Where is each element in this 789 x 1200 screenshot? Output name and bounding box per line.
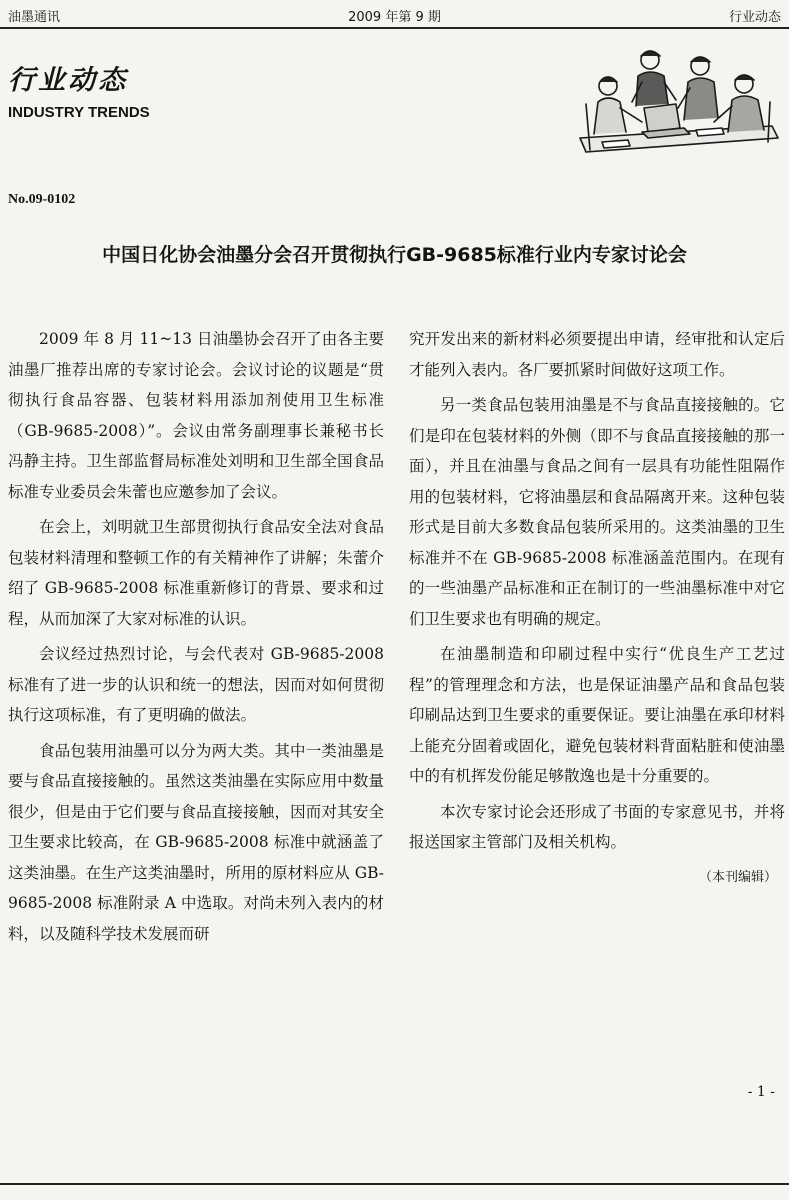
footer-rule xyxy=(0,1183,789,1185)
section-title-cn: 行业动态 xyxy=(8,65,128,96)
article-column-left xyxy=(8,324,384,954)
paragraph: 会议经过热烈讨论，与会代表对 GB-9685-2008 标准有了进一步的认识和统一的想法，因而对如何贯彻执行这项标准，有了更明确的做法。 xyxy=(8,645,384,724)
paragraph: 2009 年 8 月 11~13 日油墨协会召开了由各主要油墨厂推荐出席的专家讨论会。会议讨论的议题是“贯彻执行食品容器、包装材料用添加剂使用卫生标准（GB-9685-2008）”。会议由常务副理事长兼秘书长冯静主持。卫生部监督局标准处刘明和卫生部全国食品标准专业委员会朱蕾也应邀参加了会议。 xyxy=(8,330,384,501)
paragraph-continuation: 究开发出来的新材料必须要提出申请，经审批和认定后才能列入表内。各厂要抓紧时间做好这项工作。 xyxy=(409,330,785,379)
section-title-en: INDUSTRY TRENDS xyxy=(8,104,150,121)
paragraph: 食品包装用油墨可以分为两大类。其中一类油墨是要与食品直接接触的。虽然这类油墨在实际应用中数量很少，但是由于它们要与食品直接接触，因而对其安全卫生要求比较高，在 GB-9685-2008 标准中就涵盖了这类油墨。在生产这类油墨时，所用的原材料应从 GB-9685-2008 标准附录 A 中选取。对尚未列入表内的材料，以及随科学技术发展而研 xyxy=(8,741,384,943)
header-issue: 2009 年第 9 期 xyxy=(348,10,441,25)
header-rule xyxy=(0,27,789,29)
paragraph: 本次专家讨论会还形成了书面的专家意见书，并将报送国家主管部门及相关机构。 xyxy=(409,802,785,851)
header-section: 行业动态 xyxy=(728,10,781,25)
paragraph: 在会上，刘明就卫生部贯彻执行食品安全法对食品包装材料清理和整顿工作的有关精神作了讲解；朱蕾介绍了 GB-9685-2008 标准重新修订的背景、要求和过程，从而加深了大家对标准的认识。 xyxy=(8,518,384,628)
page-number: - 1 - xyxy=(747,1084,775,1100)
article-column-right xyxy=(409,324,785,898)
paragraph: 在油墨制造和印刷过程中实行“优良生产工艺过程”的管理理念和方法，也是保证油墨产品和食品包装印刷品达到卫生要求的重要保证。要让油墨在承印材料上能充分固着或固化，避免包装材料背面粘脏和使油墨中的有机挥发份能足够散逸也是十分重要的。 xyxy=(409,645,785,785)
article-title: 中国日化协会油墨分会召开贯彻执行GB-9685标准行业内专家讨论会 xyxy=(102,244,687,266)
header-journal-name: 油墨通讯 xyxy=(8,10,61,25)
paragraph: 另一类食品包装用油墨是不与食品直接接触的。它们是印在包装材料的外侧（即不与食品直接接触的那一面），并且在油墨与食品之间有一层具有功能性阻隔作用的包装材料，它将油墨层和食品隔离开来。这种包装形式是目前大多数食品包装所采用的。这类油墨的卫生标准并不在 GB-9685-2008 标准涵盖范围内。在现有的一些油墨产品标准和正在制订的一些油墨标准中对它们卫生要求也有明确的规定。 xyxy=(409,396,785,628)
article-number: No.09-0102 xyxy=(8,192,76,207)
business-meeting-illustration xyxy=(572,42,784,160)
article-signoff: （本刊编辑） xyxy=(698,869,777,885)
